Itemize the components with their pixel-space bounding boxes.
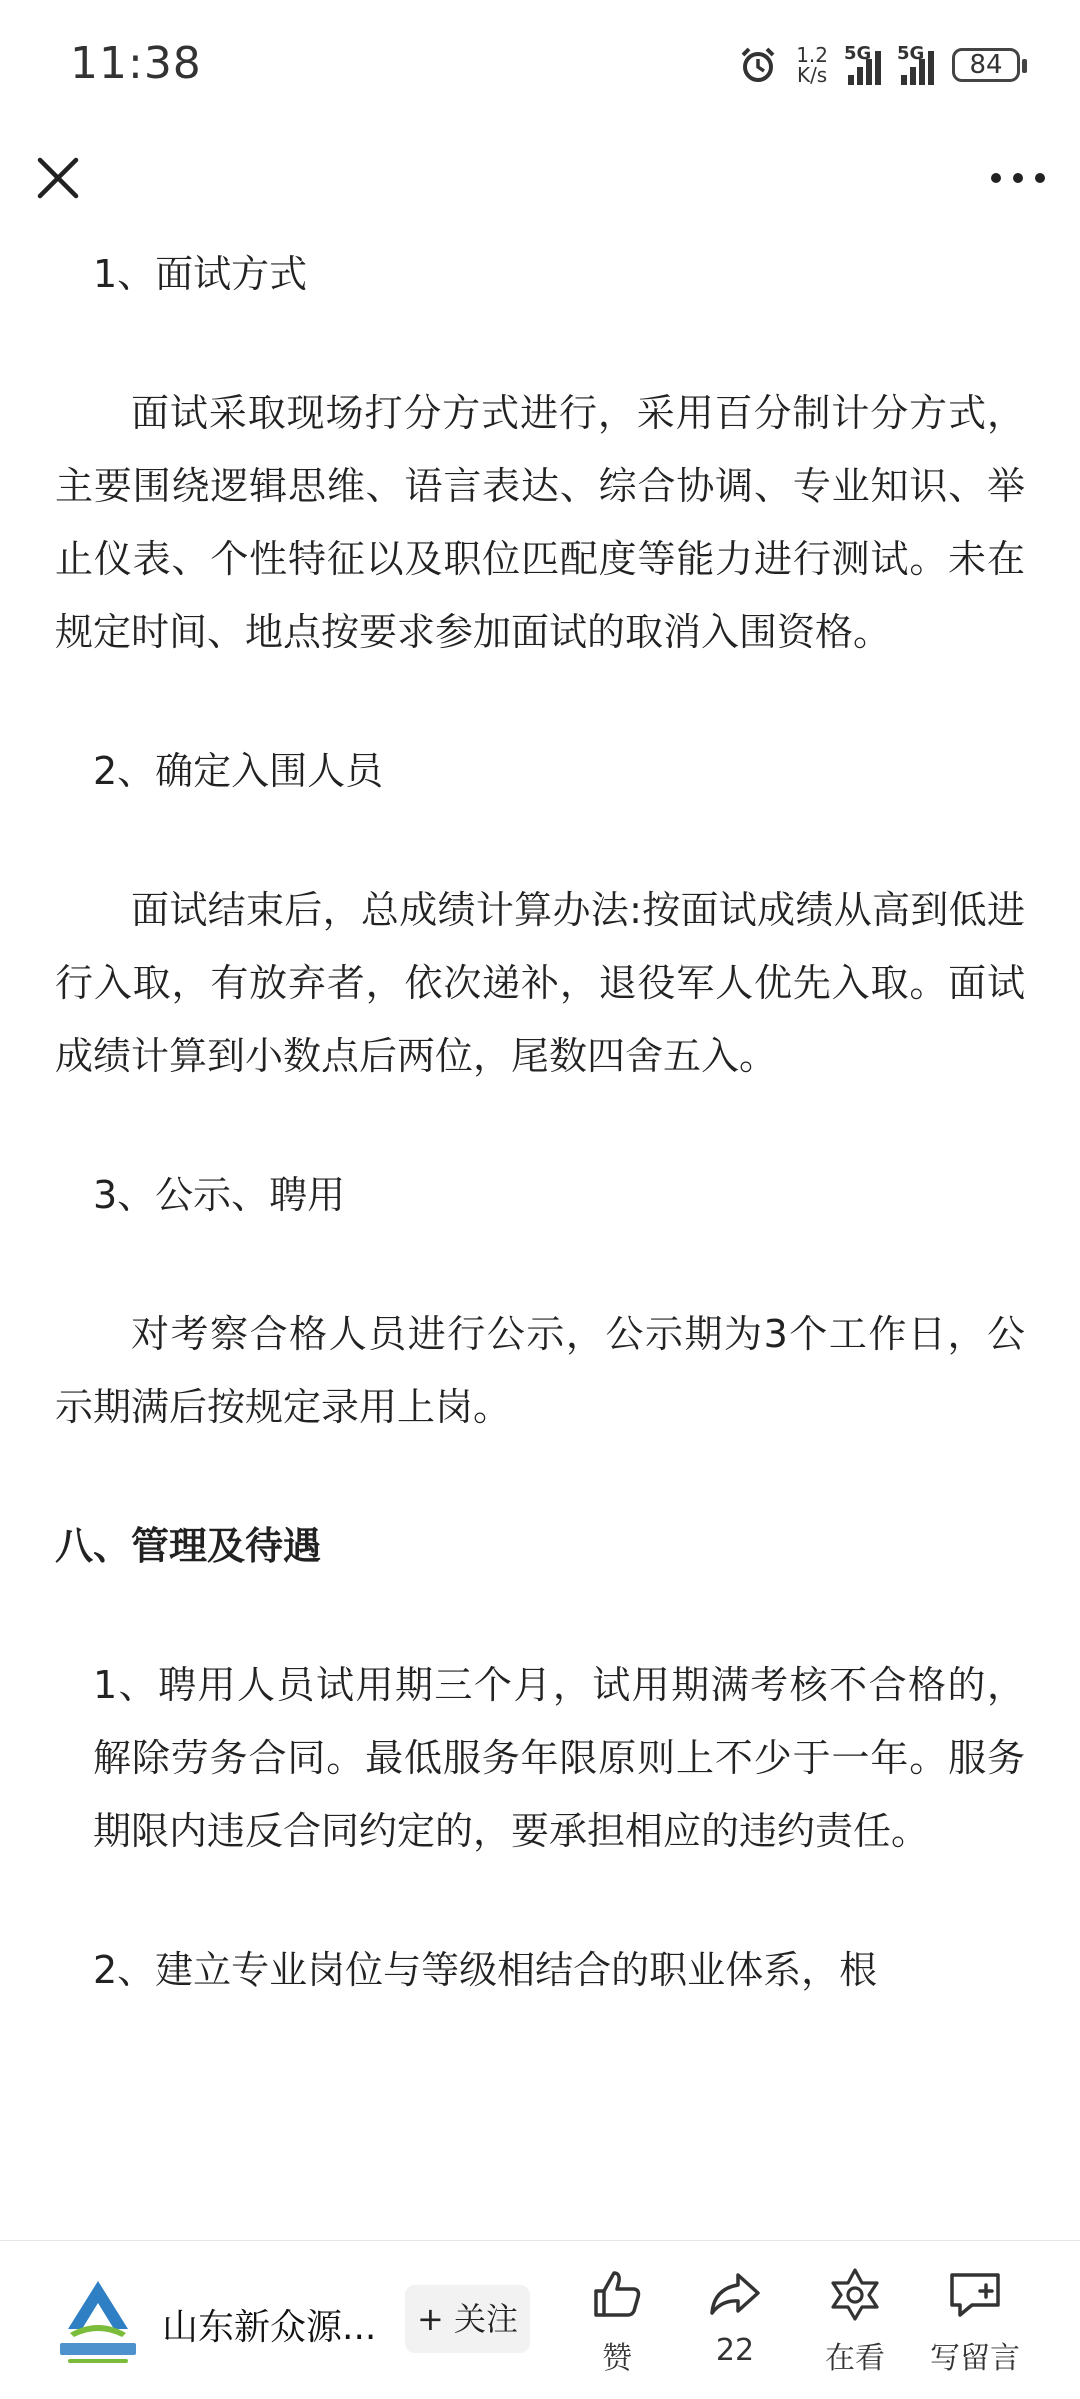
section-heading-shortlist: 2、确定入围人员 <box>93 749 384 793</box>
section-heading-interview-method: 1、面试方式 <box>93 252 308 296</box>
share-button[interactable] <box>675 2265 795 2368</box>
like-label: 赞 <box>602 2341 632 2376</box>
bottom-bar <box>0 2240 1080 2399</box>
comment-label: 写留言 <box>930 2341 1020 2376</box>
paragraph-career-system: 2、建立专业岗位与等级相结合的职业体系，根 <box>93 1948 878 1992</box>
status-time: 11:38 <box>70 38 202 89</box>
battery-icon: 84 <box>952 48 1020 82</box>
section-heading-management: 八、管理及待遇 <box>55 1524 322 1568</box>
paragraph-publicity: 对考察合格人员进行公示，公示期为3个工作日，公示期满后按规定录用上岗。 <box>55 1312 1025 1429</box>
wow-button[interactable] <box>795 2265 915 2377</box>
top-nav <box>0 130 1080 238</box>
paragraph-shortlist: 面试结束后，总成绩计算办法:按面试成绩从高到低进行入取，有放弃者，依次递补，退役军人优先入取。面试成绩计算到小数点后两位，尾数四舍五入。 <box>55 888 1025 1078</box>
signal-icon-sim2: 5G <box>899 45 934 85</box>
wow-label: 在看 <box>825 2341 885 2376</box>
share-icon <box>706 2265 764 2323</box>
like-button[interactable] <box>557 2265 677 2377</box>
paragraph-interview-method: 面试采取现场打分方式进行，采用百分制计分方式，主要围绕逻辑思维、语言表达、综合协调、专业知识、举止仪表、个性特征以及职位匹配度等能力进行测试。未在规定时间、地点按要求参加面试的取消入围资格。 <box>55 391 1025 654</box>
status-icons <box>738 40 1020 90</box>
alarm-icon <box>738 45 778 85</box>
article-content <box>55 238 1025 2007</box>
account-name[interactable]: 山东新众源... <box>162 2307 377 2348</box>
status-bar <box>0 0 1080 130</box>
close-icon[interactable] <box>30 150 86 206</box>
flower-icon <box>826 2265 884 2323</box>
account-logo[interactable] <box>50 2273 146 2369</box>
more-icon[interactable] <box>986 150 1050 206</box>
section-heading-publicity: 3、公示、聘用 <box>93 1173 346 1217</box>
thumbs-up-icon <box>588 2265 646 2323</box>
paragraph-probation: 1、聘用人员试用期三个月，试用期满考核不合格的，解除劳务合同。最低服务年限原则上不少于一年。服务期限内违反合同约定的，要承担相应的违约责任。 <box>93 1663 1025 1853</box>
comment-icon <box>946 2265 1004 2323</box>
share-count: 22 <box>715 2333 755 2368</box>
follow-button[interactable]: + 关注 <box>405 2285 530 2353</box>
comment-button[interactable] <box>915 2265 1035 2377</box>
signal-icon-sim1: 5G <box>846 45 881 85</box>
network-speed: 1.2 K/s <box>796 43 828 87</box>
